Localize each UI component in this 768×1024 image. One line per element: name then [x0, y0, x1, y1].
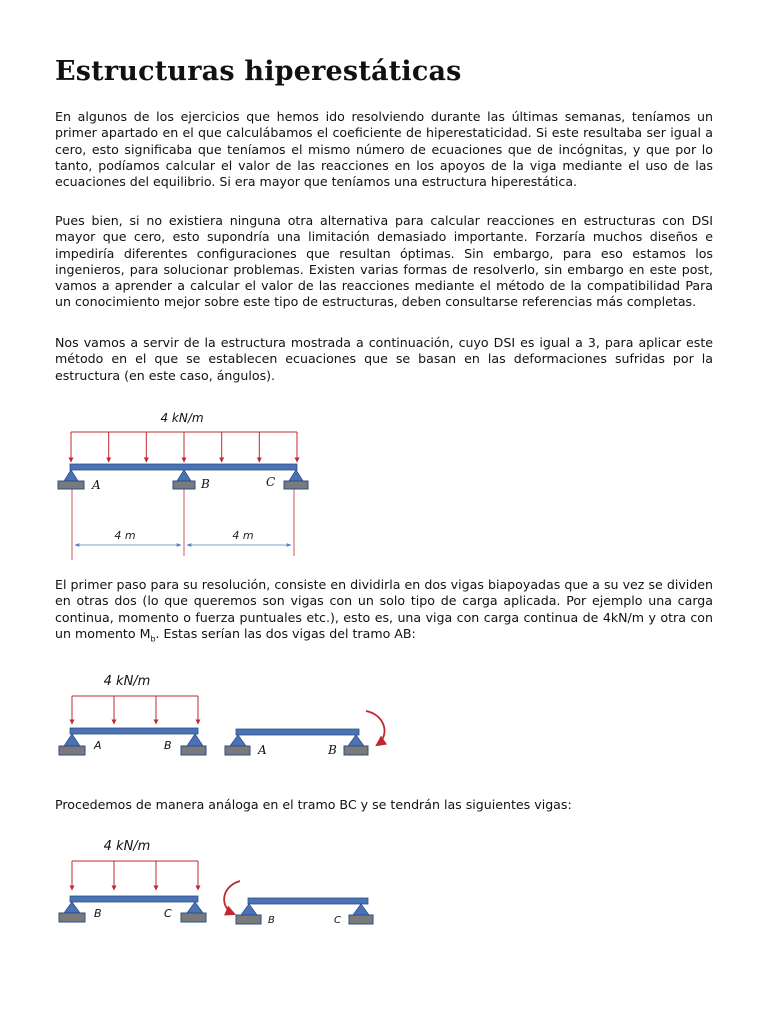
load-label-bc: 4 kN/m	[103, 839, 151, 854]
support-abm-right	[344, 735, 368, 755]
paragraph-tramo-bc: Procedemos de manera análoga en el tramo BC y se tendrán las siguientes vigas:	[55, 797, 572, 812]
paragraph-division-text: El primer paso para su resolución, consiste en dividirla en dos vigas biapoyadas que a su vez se dividen en otras dos (lo que queremos son vigas con un solo tipo de carga aplicada. Por ejemplo una carga continua, momento o fuerza puntuales etc.), esto es, una viga con carga continua de 4kN/m y otra con un momento M	[55, 577, 713, 641]
dimension-label-bc: 4 m	[232, 529, 254, 542]
beam-bc-moment	[248, 898, 368, 904]
node-label-b: B	[201, 477, 210, 491]
paragraph-dsi: Pues bien, si no existiera ninguna otra alternativa para calcular reacciones en estructuras con DSI mayor que cero, esto supondría una limitación demasiado importante. Forzaría muchos diseños e impediría diferentes configuraciones que resultan óptimas. Sin embargo, para eso estamos los ingenieros, para solucionar problemas. Existen varias formas de resolverlo, sin embargo en este post, vamos a aprender a calcular el valor de las reacciones mediante el método de la compatibilidad Para un conocimiento mejor sobre este tipo de estructuras, deben consultarse referencias más completas.	[55, 213, 713, 310]
support-bcm-left	[236, 904, 261, 924]
support-bc-right	[181, 902, 206, 922]
moment-subscript: b	[150, 634, 156, 644]
label-b-left: B	[164, 739, 172, 752]
label-c-left-bc: C	[164, 907, 172, 920]
support-abm-left	[225, 735, 250, 755]
support-c	[284, 470, 308, 489]
label-b-right-bc: B	[268, 915, 275, 926]
dimension-lines	[72, 489, 294, 560]
support-bcm-right	[349, 904, 373, 924]
moment-arrow-b-bc	[224, 881, 240, 914]
page-title: Estructuras hiperestáticas	[55, 56, 462, 87]
support-bc-left	[59, 902, 85, 922]
beam	[70, 464, 297, 470]
label-c-right-bc: C	[334, 915, 341, 926]
dimension-label-ab: 4 m	[114, 529, 136, 542]
node-label-a: A	[92, 478, 101, 492]
paragraph-structure: Nos vamos a servir de la estructura mostrada a continuación, cuyo DSI es igual a 3, para aplicar este método en el que se establecen ecuaciones que se basan en las deformaciones sufridas por la estructura (en este caso, ángulos).	[55, 335, 713, 383]
distributed-load-ab	[72, 696, 198, 724]
load-label-ab: 4 kN/m	[103, 674, 151, 689]
label-b-right: B	[328, 743, 337, 757]
paragraph-division-end: . Estas serían las dos vigas del tramo AB:	[155, 625, 416, 641]
node-label-c: C	[266, 475, 276, 489]
distributed-load	[71, 432, 297, 462]
beam-bc-load	[70, 896, 198, 902]
distributed-load-bc	[72, 861, 198, 890]
label-a-right: A	[258, 743, 267, 757]
support-a	[58, 470, 84, 489]
support-b	[173, 470, 195, 489]
beam-ab-moment	[236, 729, 359, 735]
support-ab-left	[59, 734, 85, 755]
paragraph-division	[55, 577, 713, 648]
paragraph-intro: En algunos de los ejercicios que hemos ido resolviendo durante las últimas semanas, teníamos un primer apartado en el que calculábamos el coeficiente de hiperestaticidad. Si este resultaba ser igual a cero, esto significaba que teníamos el mismo número de ecuaciones que de incógnitas, y que por lo tanto, podíamos calcular el valor de las reacciones en los apoyos de la viga mediante el uso de las ecuaciones del equilibrio. Si era mayor que teníamos una estructura hiperestática.	[55, 109, 713, 190]
beam-ab-load	[70, 728, 198, 734]
label-a-left: A	[94, 739, 102, 752]
load-label: 4 kN/m	[160, 411, 204, 425]
label-b-left-bc: B	[94, 907, 102, 920]
moment-arrow-b	[366, 711, 385, 745]
support-ab-right	[181, 734, 206, 755]
